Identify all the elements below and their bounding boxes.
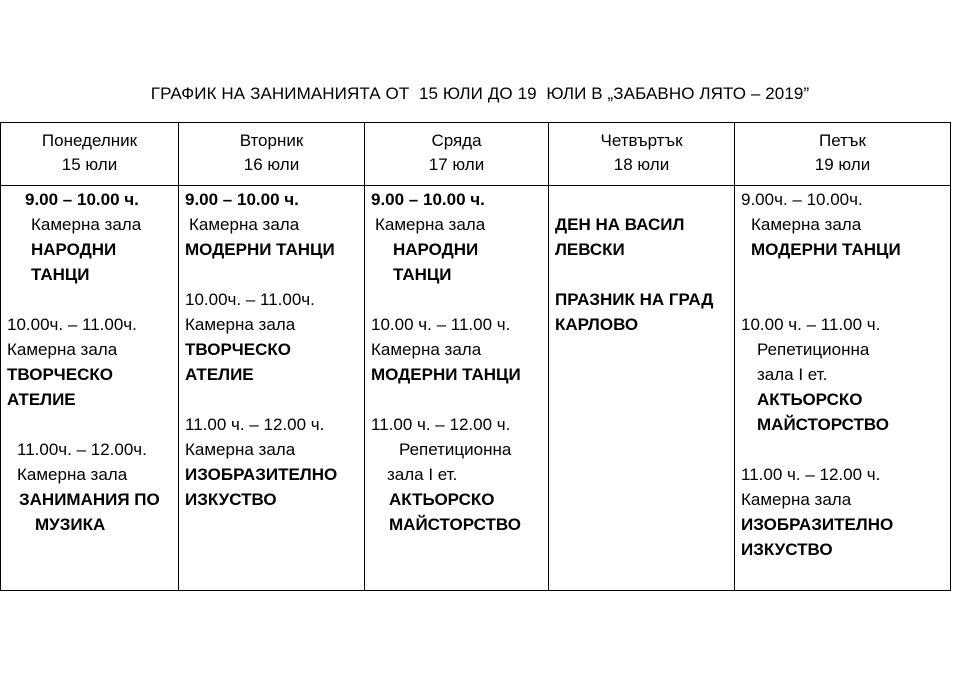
- day-cell-thursday: [549, 186, 735, 591]
- day-cell-monday: [1, 186, 179, 591]
- schedule-line: АКТЬОРСКО: [757, 390, 863, 409]
- schedule-line: ЛЕВСКИ: [555, 240, 625, 259]
- day-date: 16 юли: [243, 155, 300, 174]
- schedule-line: Камерна зала: [751, 215, 862, 234]
- schedule-line: ТАНЦИ: [393, 265, 452, 284]
- schedule-line: АКТЬОРСКО: [389, 490, 495, 509]
- schedule-line: КАРЛОВО: [555, 315, 639, 334]
- schedule-line: МУЗИКА: [35, 515, 106, 534]
- schedule-line: зала I ет.: [387, 465, 458, 484]
- schedule-line: Репетиционна: [399, 440, 512, 459]
- schedule-line: Камерна зала: [741, 490, 852, 509]
- schedule-line: 11.00 ч. – 12.00 ч.: [741, 465, 881, 484]
- schedule-line: Камерна зала: [375, 215, 486, 234]
- day-date: 19 юли: [814, 155, 871, 174]
- schedule-line: АТЕЛИЕ: [7, 390, 76, 409]
- day-header-monday: [1, 123, 179, 186]
- day-header-friday: [735, 123, 951, 186]
- schedule-line: 9.00 – 10.00 ч.: [25, 190, 139, 209]
- schedule-line: Камерна зала: [371, 340, 482, 359]
- schedule-line: 11.00ч. – 12.00ч.: [17, 440, 147, 459]
- schedule-line: 11.00 ч. – 12.00 ч.: [185, 415, 325, 434]
- schedule-line: ИЗКУСТВО: [741, 540, 833, 559]
- day-date: 17 юли: [428, 155, 485, 174]
- schedule-line: 10.00 ч. – 11.00 ч.: [741, 315, 881, 334]
- day-header-wednesday: [365, 123, 549, 186]
- day-date: 18 юли: [613, 155, 670, 174]
- schedule-line: Камерна зала: [7, 340, 118, 359]
- day-header-thursday: [549, 123, 735, 186]
- schedule-line: ИЗОБРАЗИТЕЛНО: [185, 465, 338, 484]
- day-name: Понеделник: [41, 131, 138, 150]
- schedule-line: Камерна зала: [185, 440, 296, 459]
- schedule-line: Камерна зала: [17, 465, 128, 484]
- schedule-line: ИЗОБРАЗИТЕЛНО: [741, 515, 894, 534]
- schedule-line: МОДЕРНИ ТАНЦИ: [185, 240, 335, 259]
- schedule-line: Камерна зала: [185, 315, 296, 334]
- day-name: Сряда: [431, 131, 482, 150]
- schedule-line: 10.00ч. – 11.00ч.: [7, 315, 137, 334]
- schedule-line: НАРОДНИ: [393, 240, 479, 259]
- schedule-line: 9.00 – 10.00 ч.: [185, 190, 299, 209]
- day-name: Вторник: [239, 131, 304, 150]
- schedule-row: [1, 186, 951, 591]
- day-cell-tuesday: [179, 186, 365, 591]
- schedule-line: МОДЕРНИ ТАНЦИ: [751, 240, 901, 259]
- schedule-line: ДЕН НА ВАСИЛ: [555, 215, 685, 234]
- schedule-line: Камерна зала: [189, 215, 300, 234]
- schedule-line: НАРОДНИ: [31, 240, 117, 259]
- schedule-line: 9.00ч. – 10.00ч.: [741, 190, 863, 209]
- day-cell-friday: [735, 186, 951, 591]
- schedule-line: МОДЕРНИ ТАНЦИ: [371, 365, 521, 384]
- schedule-line: Репетиционна: [757, 340, 870, 359]
- schedule-line: 11.00 ч. – 12.00 ч.: [371, 415, 511, 434]
- day-header-tuesday: [179, 123, 365, 186]
- schedule-line: ИЗКУСТВО: [185, 490, 277, 509]
- day-date: 15 юли: [61, 155, 118, 174]
- schedule-table: [0, 122, 951, 591]
- day-name: Четвъртък: [600, 131, 683, 150]
- page-title: ГРАФИК НА ЗАНИМАНИЯТА ОТ 15 ЮЛИ ДО 19 ЮЛИ В „ЗАБАВНО ЛЯТО – 2019”: [150, 84, 810, 103]
- schedule-line: ЗАНИМАНИЯ ПО: [19, 490, 160, 509]
- schedule-line: 10.00ч. – 11.00ч.: [185, 290, 315, 309]
- schedule-line: зала I ет.: [757, 365, 828, 384]
- schedule-line: Камерна зала: [31, 215, 142, 234]
- schedule-line: ТВОРЧЕСКО: [7, 365, 113, 384]
- schedule-line: МАЙСТОРСТВО: [389, 515, 521, 534]
- schedule-line: ТАНЦИ: [31, 265, 90, 284]
- schedule-line: МАЙСТОРСТВО: [757, 415, 889, 434]
- schedule-line: ТВОРЧЕСКО: [185, 340, 291, 359]
- schedule-line: АТЕЛИЕ: [185, 365, 254, 384]
- header-row: [1, 123, 951, 186]
- schedule-line: ПРАЗНИК НА ГРАД: [555, 290, 714, 309]
- day-name: Петък: [819, 131, 866, 150]
- schedule-line: 10.00 ч. – 11.00 ч.: [371, 315, 511, 334]
- day-cell-wednesday: [365, 186, 549, 591]
- schedule-line: 9.00 – 10.00 ч.: [371, 190, 485, 209]
